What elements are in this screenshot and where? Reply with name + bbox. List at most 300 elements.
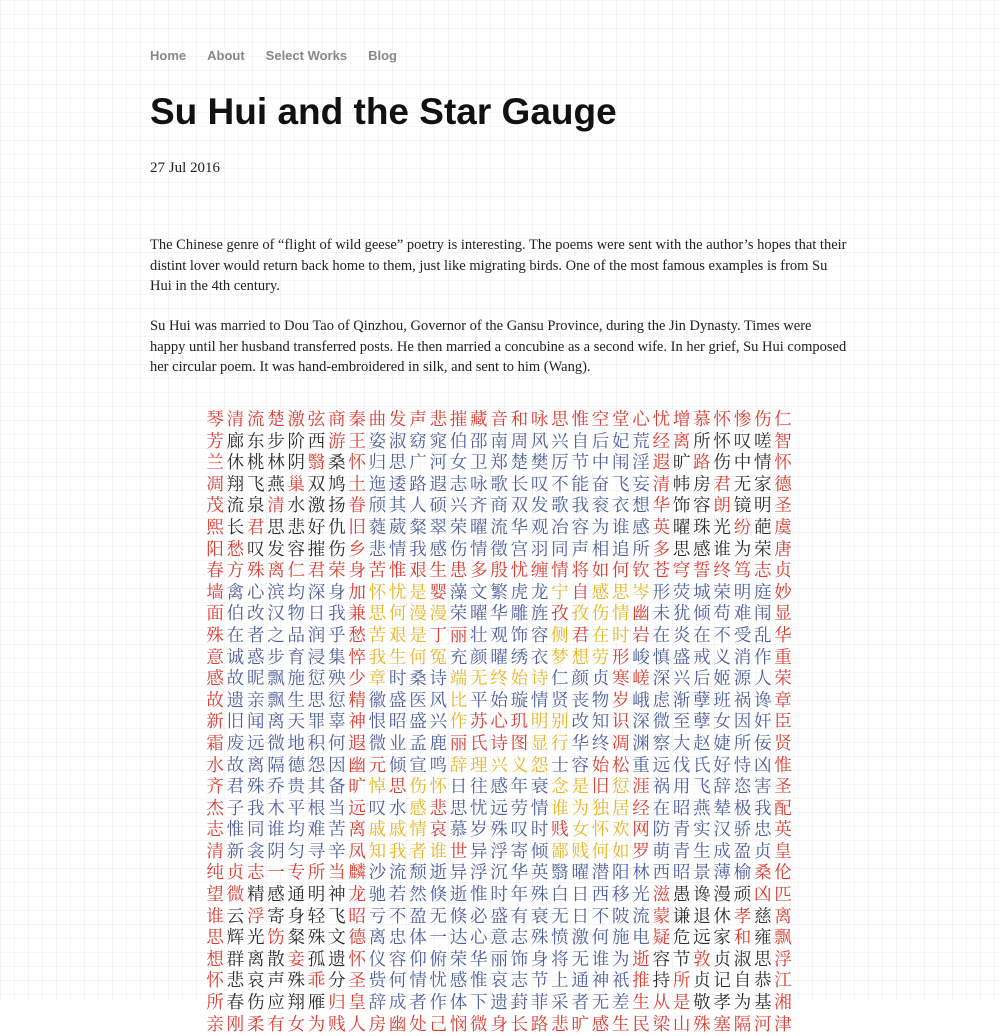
poem-character: 改 bbox=[246, 604, 265, 625]
poem-character: 骄 bbox=[733, 820, 752, 841]
poem-character: 匹 bbox=[774, 885, 792, 906]
poem-character: 自 bbox=[571, 582, 589, 603]
poem-character: 明 bbox=[753, 496, 772, 517]
poem-character: 林 bbox=[267, 453, 285, 474]
poem-character: 体 bbox=[449, 993, 468, 1014]
poem-character: 容 bbox=[388, 949, 407, 970]
poem-character: 感 bbox=[632, 517, 650, 538]
poem-character: 英 bbox=[774, 820, 792, 841]
poem-character: 寻 bbox=[307, 841, 326, 862]
poem-character: 容 bbox=[571, 755, 589, 776]
poem-character: 异 bbox=[470, 841, 488, 862]
poem-character: 长 bbox=[226, 517, 245, 538]
poem-character: 菲 bbox=[530, 993, 549, 1014]
poem-character: 艰 bbox=[409, 561, 427, 582]
poem-character: 倏 bbox=[429, 885, 447, 906]
poem-character: 义 bbox=[713, 647, 731, 668]
poem-character: 龙 bbox=[348, 885, 366, 906]
poem-character: 时 bbox=[490, 885, 508, 906]
poem-character: 女 bbox=[571, 820, 589, 841]
poem-character: 少 bbox=[348, 669, 366, 690]
poem-character: 防 bbox=[652, 820, 671, 841]
poem-character: 感 bbox=[267, 885, 285, 906]
poem-character: 归 bbox=[368, 453, 387, 474]
poem-character: 丽 bbox=[449, 733, 468, 754]
poem-character: 何 bbox=[388, 971, 407, 992]
poem-character: 备 bbox=[328, 777, 346, 798]
poem-character: 雕 bbox=[510, 604, 529, 625]
poem-character: 凶 bbox=[753, 885, 772, 906]
poem-character: 伦 bbox=[774, 863, 792, 884]
poem-character: 燕 bbox=[693, 798, 711, 819]
poem-character: 徵 bbox=[490, 539, 508, 560]
post-title: Su Hui and the Star Gauge bbox=[150, 91, 617, 132]
poem-character: 凋 bbox=[206, 474, 224, 495]
poem-row bbox=[205, 626, 793, 648]
poem-character: 霜 bbox=[206, 733, 224, 754]
poem-character: 妄 bbox=[632, 474, 650, 495]
poem-character: 饬 bbox=[267, 928, 285, 949]
poem-character: 光 bbox=[713, 517, 731, 538]
poem-character: 房 bbox=[368, 1014, 387, 1035]
poem-character: 氏 bbox=[693, 755, 711, 776]
poem-character: 施 bbox=[612, 928, 630, 949]
poem-character: 生 bbox=[612, 1014, 630, 1035]
poem-character: 我 bbox=[246, 798, 265, 819]
poem-character: 我 bbox=[388, 841, 407, 862]
poem-character: 何 bbox=[388, 604, 407, 625]
poem-character: 辉 bbox=[226, 928, 245, 949]
poem-character: 苟 bbox=[713, 604, 731, 625]
poem-character: 怨 bbox=[307, 755, 326, 776]
poem-character: 追 bbox=[612, 539, 630, 560]
poem-character: 之 bbox=[267, 625, 285, 646]
poem-character: 雍 bbox=[753, 928, 772, 949]
poem-character: 旷 bbox=[571, 1014, 589, 1035]
poem-character: 持 bbox=[652, 971, 671, 992]
poem-character: 扬 bbox=[328, 496, 346, 517]
poem-row bbox=[205, 648, 793, 670]
poem-character: 翔 bbox=[287, 993, 306, 1014]
poem-character: 物 bbox=[287, 604, 306, 625]
poem-character: 德 bbox=[774, 474, 792, 495]
poem-character: 离 bbox=[368, 928, 387, 949]
poem-character: 翳 bbox=[551, 863, 569, 884]
poem-character: 明 bbox=[733, 582, 752, 603]
poem-character: 飘 bbox=[774, 928, 792, 949]
poem-character: 颜 bbox=[571, 669, 589, 690]
poem-character: 衾 bbox=[246, 841, 265, 862]
poem-character: 昭 bbox=[348, 906, 366, 927]
poem-character: 在 bbox=[591, 625, 610, 646]
poem-character: 翔 bbox=[226, 474, 245, 495]
poem-character: 和 bbox=[510, 410, 529, 430]
poem-character: 庭 bbox=[753, 582, 772, 603]
poem-character: 荣 bbox=[753, 539, 772, 560]
poem-character: 艰 bbox=[388, 625, 407, 646]
poem-row bbox=[205, 410, 793, 432]
poem-character: 商 bbox=[328, 410, 346, 430]
poem-character: 智 bbox=[774, 431, 792, 452]
poem-character: 光 bbox=[632, 885, 650, 906]
poem-character: 愆 bbox=[328, 690, 346, 711]
poem-character: 纯 bbox=[206, 863, 224, 884]
poem-character: 路 bbox=[409, 474, 427, 495]
poem-character: 叹 bbox=[733, 431, 752, 452]
poem-character: 故 bbox=[226, 755, 245, 776]
poem-character: 想 bbox=[206, 949, 224, 970]
poem-character: 流 bbox=[632, 906, 650, 927]
poem-character: 倾 bbox=[388, 755, 407, 776]
poem-character: 在 bbox=[693, 625, 711, 646]
poem-character: 伯 bbox=[226, 604, 245, 625]
poem-character: 孟 bbox=[409, 733, 427, 754]
poem-character: 藏 bbox=[470, 410, 488, 430]
poem-character: 声 bbox=[267, 971, 285, 992]
poem-character: 故 bbox=[226, 669, 245, 690]
poem-row bbox=[205, 885, 793, 907]
poem-character: 叹 bbox=[246, 539, 265, 560]
poem-character: 伤 bbox=[591, 604, 610, 625]
poem-character: 怀 bbox=[713, 431, 731, 452]
poem-character: 圣 bbox=[774, 496, 792, 517]
poem-character: 上 bbox=[551, 971, 569, 992]
poem-character: 源 bbox=[733, 669, 752, 690]
poem-character: 粲 bbox=[287, 928, 306, 949]
poem-character: 义 bbox=[510, 755, 529, 776]
poem-character: 发 bbox=[267, 539, 285, 560]
poem-character: 奸 bbox=[753, 712, 772, 733]
poem-character: 岑 bbox=[632, 582, 650, 603]
poem-character: 休 bbox=[713, 906, 731, 927]
poem-character: 凶 bbox=[753, 755, 772, 776]
poem-row bbox=[205, 928, 793, 950]
poem-character: 眷 bbox=[348, 496, 366, 517]
poem-character: 患 bbox=[449, 561, 468, 582]
poem-character: 电 bbox=[632, 928, 650, 949]
poem-character: 龙 bbox=[530, 582, 549, 603]
poem-character: 商 bbox=[490, 496, 508, 517]
poem-character: 感 bbox=[449, 971, 468, 992]
poem-character: 平 bbox=[470, 690, 488, 711]
poem-character: 滋 bbox=[652, 885, 671, 906]
poem-character: 兴 bbox=[672, 669, 691, 690]
poem-character: 兰 bbox=[206, 453, 224, 474]
poem-character: 祸 bbox=[733, 690, 752, 711]
poem-character: 如 bbox=[591, 561, 610, 582]
poem-character: 怀 bbox=[429, 777, 447, 798]
poem-character: 饰 bbox=[672, 496, 691, 517]
poem-character: 逶 bbox=[388, 474, 407, 495]
poem-character: 不 bbox=[591, 906, 610, 927]
poem-character: 岁 bbox=[470, 820, 488, 841]
poem-character: 情 bbox=[388, 539, 407, 560]
poem-character: 空 bbox=[591, 410, 610, 430]
poem-character: 君 bbox=[246, 517, 265, 538]
poem-character: 惟 bbox=[226, 820, 245, 841]
poem-character: 墙 bbox=[206, 582, 224, 603]
poem-character: 浮 bbox=[490, 841, 508, 862]
poem-character: 兴 bbox=[429, 712, 447, 733]
poem-character: 乱 bbox=[753, 625, 772, 646]
poem-character: 阶 bbox=[287, 431, 306, 452]
poem-character: 自 bbox=[733, 971, 752, 992]
poem-character: 思 bbox=[672, 539, 691, 560]
poem-character: 同 bbox=[246, 820, 265, 841]
poem-character: 作 bbox=[753, 647, 772, 668]
poem-character: 时 bbox=[388, 669, 407, 690]
poem-character: 日 bbox=[449, 777, 468, 798]
poem-character: 所 bbox=[206, 993, 224, 1014]
poem-character: 戚 bbox=[388, 820, 407, 841]
poem-character: 辞 bbox=[449, 755, 468, 776]
poem-character: 妾 bbox=[287, 949, 306, 970]
poem-character: 惟 bbox=[470, 971, 488, 992]
poem-character: 哀 bbox=[490, 971, 508, 992]
poem-character: 其 bbox=[307, 777, 326, 798]
poem-character: 清 bbox=[267, 496, 285, 517]
poem-character: 明 bbox=[307, 885, 326, 906]
poem-character: 形 bbox=[612, 647, 630, 668]
poem-character: 下 bbox=[470, 993, 488, 1014]
poem-character: 加 bbox=[348, 582, 366, 603]
nav-about-link[interactable]: About bbox=[207, 48, 245, 63]
poem-character: 廊 bbox=[226, 431, 245, 452]
poem-character: 极 bbox=[733, 798, 752, 819]
poem-character: 寄 bbox=[510, 841, 529, 862]
poem-character: 土 bbox=[348, 474, 366, 495]
poem-character: 旌 bbox=[530, 604, 549, 625]
poem-character: 昭 bbox=[672, 863, 691, 884]
poem-character: 发 bbox=[530, 496, 549, 517]
poem-character: 周 bbox=[510, 431, 529, 452]
poem-character: 仇 bbox=[328, 517, 346, 538]
poem-character: 自 bbox=[571, 431, 589, 452]
poem-character: 文 bbox=[470, 582, 488, 603]
poem-character: 城 bbox=[693, 582, 711, 603]
poem-character: 饰 bbox=[510, 625, 529, 646]
poem-row bbox=[205, 820, 793, 842]
poem-character: 珠 bbox=[693, 517, 711, 538]
poem-character: 葳 bbox=[388, 517, 407, 538]
poem-character: 戚 bbox=[368, 820, 387, 841]
poem-character: 诗 bbox=[530, 669, 549, 690]
poem-character: 己 bbox=[429, 1014, 447, 1035]
poem-character: 多 bbox=[470, 561, 488, 582]
poem-character: 深 bbox=[652, 669, 671, 690]
poem-character: 徽 bbox=[368, 690, 387, 711]
poem-character: 渊 bbox=[632, 733, 650, 754]
poem-character: 情 bbox=[409, 820, 427, 841]
poem-character: 怀 bbox=[348, 453, 366, 474]
poem-character: 蕤 bbox=[368, 517, 387, 538]
poem-character: 欢 bbox=[612, 820, 630, 841]
poem-character: 飘 bbox=[267, 669, 285, 690]
poem-character: 润 bbox=[307, 625, 326, 646]
poem-character: 推 bbox=[632, 971, 650, 992]
poem-character: 亏 bbox=[368, 906, 387, 927]
poem-character: 荣 bbox=[449, 517, 468, 538]
poem-character: 嵯 bbox=[632, 669, 650, 690]
poem-character: 当 bbox=[328, 863, 346, 884]
poem-character: 华 bbox=[470, 949, 488, 970]
poem-character: 谁 bbox=[267, 820, 285, 841]
poem-character: 不 bbox=[388, 906, 407, 927]
poem-row bbox=[205, 777, 793, 799]
poem-character: 充 bbox=[449, 647, 468, 668]
poem-character: 微 bbox=[368, 733, 387, 754]
poem-character: 旧 bbox=[591, 777, 610, 798]
poem-character: 深 bbox=[632, 712, 650, 733]
poem-character: 移 bbox=[612, 885, 630, 906]
post-paragraph: Su Hui was married to Dou Tao of Qinzhou, Governor of the Gansu Province, during the Jin Dynasty. Times were happy until her husband transferred posts. He then married a concubine as a second wife. In her grief, Su Hui composed her circular poem. It was hand-embroidered in silk, and sent to him (Wang). bbox=[150, 318, 847, 375]
poem-character: 秦 bbox=[348, 410, 366, 430]
poem-character: 钦 bbox=[632, 561, 650, 582]
poem-character: 我 bbox=[328, 604, 346, 625]
poem-character: 路 bbox=[530, 1014, 549, 1035]
poem-character: 雁 bbox=[307, 993, 326, 1014]
poem-character: 为 bbox=[733, 993, 752, 1014]
poem-character: 壮 bbox=[470, 625, 488, 646]
poem-character: 志 bbox=[449, 474, 468, 495]
poem-character: 戒 bbox=[693, 647, 711, 668]
poem-character: 步 bbox=[267, 431, 285, 452]
poem-character: 诗 bbox=[429, 669, 447, 690]
poem-character: 朗 bbox=[713, 496, 731, 517]
poem-character: 危 bbox=[672, 928, 691, 949]
poem-character: 谗 bbox=[753, 690, 772, 711]
poem-character: 涯 bbox=[632, 777, 650, 798]
poem-character: 思 bbox=[307, 690, 326, 711]
poem-character: 滨 bbox=[267, 582, 285, 603]
poem-character: 远 bbox=[246, 733, 265, 754]
poem-character: 流 bbox=[490, 517, 508, 538]
poem-character: 窕 bbox=[429, 431, 447, 452]
poem-character: 慕 bbox=[693, 410, 711, 430]
poem-character: 家 bbox=[753, 474, 772, 495]
poem-character: 伤 bbox=[753, 410, 772, 430]
poem-character: 殊 bbox=[287, 971, 306, 992]
poem-character: 通 bbox=[287, 885, 306, 906]
poem-character: 元 bbox=[368, 755, 387, 776]
poem-character: 怀 bbox=[348, 949, 366, 970]
poem-character: 盈 bbox=[409, 906, 427, 927]
poem-character: 华 bbox=[652, 496, 671, 517]
poem-character: 日 bbox=[571, 885, 589, 906]
poem-character: 兴 bbox=[551, 431, 569, 452]
nav-home-link[interactable]: Home bbox=[150, 48, 187, 63]
poem-character: 凋 bbox=[612, 733, 630, 754]
poem-character: 想 bbox=[571, 647, 589, 668]
poem-character: 松 bbox=[612, 755, 630, 776]
post-paragraph: The Chinese genre of “flight of wild geese” poetry is interesting. The poems were sent with the author’s hopes that their distint lover would return back home to them, just like migrating birds. One of the most famous examples is from Su Hui in the 4th century. bbox=[150, 237, 847, 294]
poem-character: 谁 bbox=[429, 841, 447, 862]
poem-character: 微 bbox=[652, 712, 671, 733]
poem-character: 恭 bbox=[753, 971, 772, 992]
poem-character: 比 bbox=[449, 690, 468, 711]
poem-character: 发 bbox=[388, 410, 407, 430]
poem-character: 茂 bbox=[206, 496, 224, 517]
poem-character: 悴 bbox=[348, 647, 366, 668]
poem-character: 情 bbox=[470, 539, 488, 560]
poem-character: 闱 bbox=[612, 453, 630, 474]
poem-character: 凤 bbox=[348, 841, 366, 862]
poem-character: 激 bbox=[307, 496, 326, 517]
poem-character: 昭 bbox=[388, 712, 407, 733]
poem-character: 流 bbox=[226, 496, 245, 517]
poem-character: 经 bbox=[632, 798, 650, 819]
poem-character: 仁 bbox=[774, 410, 792, 430]
poem-character: 感 bbox=[591, 1014, 610, 1035]
poem-row bbox=[205, 604, 793, 626]
poem-character: 卫 bbox=[470, 453, 488, 474]
poem-row bbox=[205, 950, 793, 972]
poem-character: 镜 bbox=[733, 496, 752, 517]
poem-character: 意 bbox=[490, 928, 508, 949]
poem-character: 沙 bbox=[368, 863, 387, 884]
poem-character: 神 bbox=[348, 712, 366, 733]
poem-character: 桑 bbox=[753, 863, 772, 884]
poem-character: 远 bbox=[693, 928, 711, 949]
poem-character: 惨 bbox=[733, 410, 752, 430]
nav-blog-link[interactable]: Blog bbox=[368, 48, 397, 63]
poem-character: 咏 bbox=[530, 410, 549, 430]
poem-character: 人 bbox=[753, 669, 772, 690]
poem-character: 作 bbox=[429, 993, 447, 1014]
poem-row bbox=[205, 475, 793, 497]
poem-character: 明 bbox=[530, 712, 549, 733]
poem-character: 离 bbox=[672, 431, 691, 452]
poem-character: 同 bbox=[551, 539, 569, 560]
poem-character: 孤 bbox=[307, 949, 326, 970]
poem-character: 因 bbox=[328, 755, 346, 776]
poem-character: 王 bbox=[348, 431, 366, 452]
poem-character: 盛 bbox=[672, 647, 691, 668]
poem-character: 湘 bbox=[774, 993, 792, 1014]
poem-character: 奋 bbox=[591, 474, 610, 495]
poem-row bbox=[205, 712, 793, 734]
poem-character: 孝 bbox=[713, 993, 731, 1014]
poem-character: 思 bbox=[267, 517, 285, 538]
nav-select-works-link[interactable]: Select Works bbox=[265, 48, 348, 63]
poem-character: 伐 bbox=[672, 755, 691, 776]
poem-character: 德 bbox=[348, 928, 366, 949]
poem-character: 咏 bbox=[470, 474, 488, 495]
poem-character: 节 bbox=[530, 971, 549, 992]
poem-character: 西 bbox=[307, 431, 326, 452]
poem-character: 怀 bbox=[591, 820, 610, 841]
poem-character: 思 bbox=[551, 410, 569, 430]
poem-character: 班 bbox=[713, 690, 731, 711]
poem-character: 配 bbox=[774, 798, 792, 819]
poem-character: 消 bbox=[733, 647, 752, 668]
poem-character: 不 bbox=[551, 474, 569, 495]
poem-character: 衰 bbox=[530, 906, 549, 927]
poem-character: 盈 bbox=[733, 841, 752, 862]
poem-character: 君 bbox=[571, 625, 589, 646]
poem-character: 一 bbox=[267, 863, 285, 884]
poem-character: 应 bbox=[267, 993, 285, 1014]
poem-character: 多 bbox=[652, 539, 671, 560]
poem-character: 体 bbox=[409, 928, 427, 949]
poem-character: 寒 bbox=[612, 669, 630, 690]
poem-character: 女 bbox=[287, 1014, 306, 1035]
poem-character: 时 bbox=[530, 820, 549, 841]
poem-character: 仁 bbox=[551, 669, 569, 690]
poem-row bbox=[205, 540, 793, 562]
poem-character: 所 bbox=[693, 431, 711, 452]
poem-character: 达 bbox=[449, 928, 468, 949]
